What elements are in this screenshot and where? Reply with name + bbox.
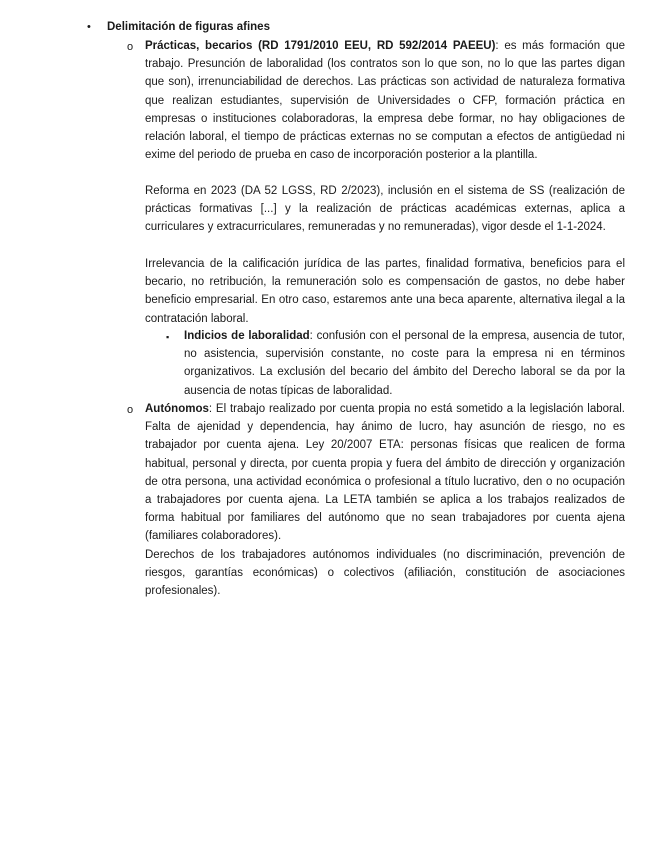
autonomos-paragraph-2: Derechos de los trabajadores autónomos individuales (no discriminación, prevención de riesgos, garantías económicas) o colectivos (afiliación, constitución de asociaciones profesionales).: [145, 549, 625, 598]
autonomos-text-1: : El trabajo realizado por cuenta propia no está sometido a la legislación laboral. Falta de ajenidad y dependencia, hay ánimo de lucro, hay asunción de riesgo, no es trabajador por cuenta ajena. Ley 20/2007 ETA: personas físicas que realicen de forma habitual, personal y directa, por cuenta propia y fuera del ámbito de dirección y organización de otra persona, una actividad económica o profesional a título lucrativo, den o no ocupación a trabajadores por cuenta ajena. La LETA también se aplica a los trabajos realizados de forma habitual por familiares del autónomo que no sean trabajadores por cuenta ajena (familiares colaboradores).: [145, 403, 625, 543]
practicas-title: Prácticas, becarios (RD 1791/2010 EEU, RD 592/2014 PAEEU): [145, 40, 496, 52]
indicios-title: Indicios de laboralidad: [184, 330, 310, 342]
practicas-paragraph-1: [145, 37, 625, 164]
bullet-marker: •: [87, 21, 91, 33]
indicios-paragraph: [184, 327, 625, 400]
square-bullet-indicios: ▪: [166, 332, 170, 342]
practicas-text-1: : es más formación que trabajo. Presunción de laboralidad (los contratos son lo que son, no lo que las partes digan que son), irrenunciabilidad de derechos. Las prácticas son actividad de naturaleza formativa que realizan estudiantes, supervisión de Universidades o CFP, formación práctica en empresas o instituciones colaboradoras, la empresa debe formar, no hay obligaciones de relación laboral, el tiempo de prácticas externas no se computan a efectos de antigüedad ni exime del periodo de prueba en caso de incorporación posterior a la plantilla.: [145, 40, 625, 162]
sub-bullet-autonomos: o: [127, 404, 134, 416]
indicios-text: : confusión con el personal de la empresa, ausencia de tutor, no asistencia, supervisión constante, no coste para la empresa ni en términos organizativos. La exclusión del becario del ámbito del Derecho laboral se da por la ausencia de notas típicas de laboralidad.: [184, 330, 626, 397]
autonomos-title: Autónomos: [145, 403, 209, 415]
autonomos-paragraph-1: [145, 400, 625, 546]
sub-bullet-practicas: o: [127, 41, 134, 53]
practicas-paragraph-2: Reforma en 2023 (DA 52 LGSS, RD 2/2023), inclusión en el sistema de SS (realización de prácticas formativas [...] y la realización de prácticas académicas externas, aplica a curriculares y extracurriculares, remuneradas y no remuneradas), vigor desde el 1-1-2024.: [145, 185, 625, 234]
section-heading: Delimitación de figuras afines: [107, 21, 270, 33]
practicas-paragraph-3: Irrelevancia de la calificación jurídica de las partes, finalidad formativa, beneficios para el becario, no retribución, la remuneración solo es compensación de gastos, no debe haber beneficio empresarial. En otro caso, estaremos ante una beca aparente, alternativa ilegal a la contratación laboral.: [145, 258, 625, 325]
